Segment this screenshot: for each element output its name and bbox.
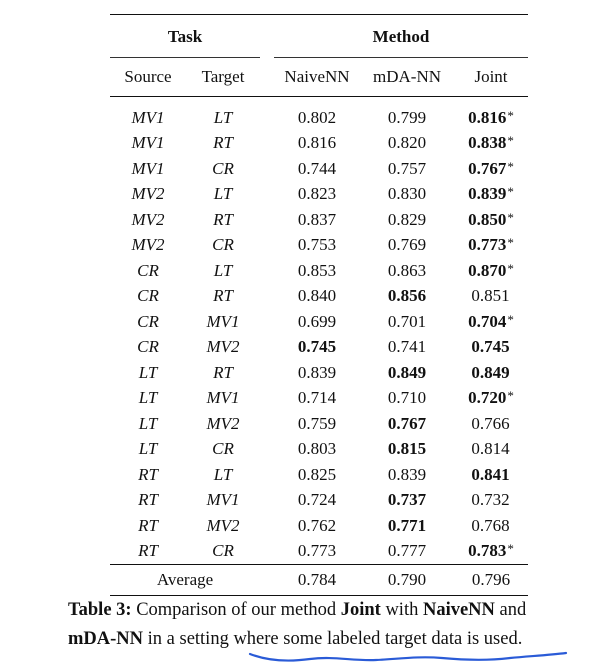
table-row <box>110 360 528 386</box>
cell-joint <box>454 488 528 514</box>
cell-target: CR <box>212 439 234 459</box>
cell-joint <box>454 411 528 437</box>
significance-marker: * <box>507 158 514 174</box>
caption-mda-nn: mDA-NN <box>68 629 144 649</box>
table-row <box>110 411 528 437</box>
cell-value: 0.825 <box>297 464 337 484</box>
cell-joint <box>454 462 528 488</box>
cell-value: 0.850 <box>468 209 507 229</box>
cell-value: 0.837 <box>297 209 337 229</box>
cell-naivenn <box>274 437 360 463</box>
significance-marker: * <box>507 388 514 404</box>
table-row <box>110 309 528 335</box>
cell-source: MV2 <box>131 235 165 255</box>
cell-joint <box>454 233 528 259</box>
cell-joint <box>454 131 528 157</box>
cell-joint <box>454 335 528 361</box>
cell-mda-nn <box>360 131 454 157</box>
cell-value: 0.849 <box>387 362 427 382</box>
cell-naivenn <box>274 462 360 488</box>
cell-value: 0.839 <box>387 464 427 484</box>
significance-marker: * <box>507 541 514 557</box>
cell-value: 0.757 <box>387 158 427 178</box>
cell-value: 0.839 <box>297 362 337 382</box>
caption-label: Table 3: <box>68 600 132 620</box>
table-row <box>110 258 528 284</box>
cell-target: RT <box>213 286 233 306</box>
cell-mda-nn <box>360 411 454 437</box>
cell-value: 0.815 <box>387 439 427 459</box>
cell-mda-nn <box>360 488 454 514</box>
significance-marker: * <box>507 184 514 200</box>
table-row <box>110 513 528 539</box>
cell-joint <box>454 386 528 412</box>
cell-joint <box>454 284 528 310</box>
cell-naivenn <box>274 488 360 514</box>
cell-value: 0.816 <box>297 133 337 153</box>
caption-text-2: with <box>380 600 423 620</box>
average-joint: 0.796 <box>471 570 511 589</box>
cell-target: RT <box>213 209 233 229</box>
cell-value: 0.803 <box>297 439 337 459</box>
cell-value: 0.766 <box>471 413 510 433</box>
cell-source: LT <box>138 439 158 459</box>
cell-source: MV1 <box>131 158 165 178</box>
cell-naivenn <box>274 105 360 131</box>
cell-target: MV1 <box>206 311 240 331</box>
cell-value: 0.802 <box>297 107 337 127</box>
cell-source: MV2 <box>131 184 165 204</box>
cell-value: 0.769 <box>387 235 427 255</box>
cell-target: MV2 <box>206 515 240 535</box>
cell-source: MV1 <box>131 133 165 153</box>
underline-stroke <box>250 653 566 661</box>
cell-value: 0.829 <box>387 209 427 229</box>
cell-value: 0.710 <box>387 388 427 408</box>
cell-value: 0.762 <box>297 515 337 535</box>
cell-mda-nn <box>360 258 454 284</box>
cell-value: 0.853 <box>297 260 337 280</box>
table-row <box>110 207 528 233</box>
cell-source: RT <box>138 515 158 535</box>
significance-marker: * <box>507 311 514 327</box>
table-row <box>110 335 528 361</box>
cell-mda-nn <box>360 105 454 131</box>
cell-naivenn <box>274 539 360 565</box>
cell-mda-nn <box>360 513 454 539</box>
column-header-row <box>110 58 528 97</box>
cell-joint <box>454 513 528 539</box>
cell-value: 0.773 <box>468 235 507 255</box>
cell-source: RT <box>138 464 158 484</box>
cell-mda-nn <box>360 182 454 208</box>
average-row <box>110 565 528 596</box>
significance-marker: * <box>507 133 514 149</box>
cell-joint <box>454 258 528 284</box>
method-group-header <box>274 15 528 59</box>
cell-target: LT <box>213 107 233 127</box>
cell-value: 0.851 <box>471 286 510 306</box>
group-header-row <box>110 15 528 59</box>
cell-naivenn <box>274 386 360 412</box>
table-row <box>110 156 528 182</box>
cell-target: RT <box>213 362 233 382</box>
cell-value: 0.863 <box>387 260 427 280</box>
cell-source: CR <box>137 260 159 280</box>
cell-value: 0.745 <box>297 337 337 357</box>
col-header-source: Source <box>124 67 172 86</box>
cell-value: 0.714 <box>297 388 337 408</box>
cell-target: MV2 <box>206 337 240 357</box>
cell-source: CR <box>137 311 159 331</box>
cell-naivenn <box>274 233 360 259</box>
cell-joint <box>454 360 528 386</box>
results-table-container <box>110 14 528 596</box>
cell-naivenn <box>274 411 360 437</box>
cell-mda-nn <box>360 386 454 412</box>
results-table <box>110 14 528 596</box>
cell-value: 0.814 <box>471 439 510 459</box>
cell-naivenn <box>274 360 360 386</box>
table-row <box>110 437 528 463</box>
significance-marker: * <box>507 235 514 251</box>
cell-value: 0.773 <box>297 541 337 561</box>
cell-joint <box>454 539 528 565</box>
table-row <box>110 182 528 208</box>
cell-joint <box>454 309 528 335</box>
cell-target: MV1 <box>206 388 240 408</box>
table-caption <box>68 596 588 654</box>
cell-target: LT <box>213 260 233 280</box>
average-naivenn: 0.784 <box>297 570 337 589</box>
cell-target: RT <box>213 133 233 153</box>
cell-value: 0.720 <box>468 388 507 408</box>
cell-source: LT <box>138 362 158 382</box>
cell-target: MV2 <box>206 413 240 433</box>
cell-naivenn <box>274 284 360 310</box>
cell-value: 0.870 <box>468 260 507 280</box>
significance-marker: * <box>507 209 514 225</box>
cell-value: 0.841 <box>471 464 510 484</box>
task-group-header <box>110 15 260 59</box>
cell-value: 0.753 <box>297 235 337 255</box>
cell-value: 0.839 <box>468 184 507 204</box>
significance-marker: * <box>507 260 514 276</box>
cell-mda-nn <box>360 539 454 565</box>
cell-target: CR <box>212 235 234 255</box>
col-header-mda-nn: mDA-NN <box>373 67 441 86</box>
caption-text-4: in a setting where some labeled target data is used. <box>143 629 523 649</box>
cell-value: 0.704 <box>468 311 507 331</box>
cell-value: 0.768 <box>471 515 510 535</box>
cell-target: CR <box>212 158 234 178</box>
cell-mda-nn <box>360 233 454 259</box>
average-mda-nn: 0.790 <box>387 570 427 589</box>
cell-value: 0.816 <box>468 107 507 127</box>
cell-joint <box>454 156 528 182</box>
cell-value: 0.732 <box>471 490 510 510</box>
cell-value: 0.830 <box>387 184 427 204</box>
table-row <box>110 233 528 259</box>
cell-target: LT <box>213 184 233 204</box>
cell-value: 0.820 <box>387 133 427 153</box>
cell-value: 0.741 <box>387 337 427 357</box>
table-row <box>110 386 528 412</box>
cell-mda-nn <box>360 462 454 488</box>
cell-value: 0.699 <box>297 311 337 331</box>
cell-mda-nn <box>360 437 454 463</box>
cell-mda-nn <box>360 156 454 182</box>
cell-value: 0.771 <box>387 515 427 535</box>
cell-source: MV2 <box>131 209 165 229</box>
caption-naivenn: NaiveNN <box>422 600 495 620</box>
col-header-naivenn: NaiveNN <box>284 67 350 86</box>
cell-value: 0.799 <box>387 107 427 127</box>
cell-source: MV1 <box>131 107 165 127</box>
cell-naivenn <box>274 513 360 539</box>
table-row <box>110 488 528 514</box>
caption-joint: Joint <box>340 600 381 620</box>
cell-mda-nn <box>360 335 454 361</box>
cell-mda-nn <box>360 360 454 386</box>
col-header-joint: Joint <box>474 67 508 86</box>
cell-source: LT <box>138 388 158 408</box>
cell-value: 0.737 <box>387 490 427 510</box>
table-row <box>110 131 528 157</box>
caption-text-1: Comparison of our method <box>131 600 341 620</box>
cell-joint <box>454 105 528 131</box>
cell-naivenn <box>274 131 360 157</box>
cell-value: 0.840 <box>297 286 337 306</box>
cell-source: CR <box>137 337 159 357</box>
table-row <box>110 539 528 565</box>
cell-mda-nn <box>360 284 454 310</box>
cell-source: CR <box>137 286 159 306</box>
cell-mda-nn <box>360 207 454 233</box>
cell-joint <box>454 437 528 463</box>
cell-naivenn <box>274 156 360 182</box>
cell-value: 0.856 <box>387 286 427 306</box>
cell-target: MV1 <box>206 490 240 510</box>
cell-value: 0.767 <box>387 413 427 433</box>
cell-value: 0.783 <box>468 541 507 561</box>
cell-mda-nn <box>360 309 454 335</box>
cell-value: 0.744 <box>297 158 337 178</box>
col-header-target: Target <box>201 67 245 86</box>
cell-joint <box>454 207 528 233</box>
significance-marker: * <box>507 107 514 123</box>
cell-joint <box>454 182 528 208</box>
task-header-label: Task <box>167 27 203 46</box>
cell-value: 0.838 <box>468 133 507 153</box>
cell-value: 0.849 <box>471 362 510 382</box>
table-body <box>110 97 528 565</box>
cell-value: 0.745 <box>471 337 510 357</box>
cell-naivenn <box>274 309 360 335</box>
cell-value: 0.759 <box>297 413 337 433</box>
cell-value: 0.823 <box>297 184 337 204</box>
cell-target: CR <box>212 541 234 561</box>
handwritten-underline-annotation <box>248 650 568 664</box>
method-header-label: Method <box>372 27 430 46</box>
cell-naivenn <box>274 335 360 361</box>
caption-text-3: and <box>494 600 527 620</box>
cell-target: LT <box>213 464 233 484</box>
cell-value: 0.767 <box>468 158 507 178</box>
table-row <box>110 462 528 488</box>
cell-value: 0.701 <box>387 311 427 331</box>
table-row <box>110 284 528 310</box>
average-label: Average <box>156 570 214 589</box>
cell-source: RT <box>138 490 158 510</box>
cell-source: RT <box>138 541 158 561</box>
table-row <box>110 105 528 131</box>
cell-naivenn <box>274 258 360 284</box>
cell-naivenn <box>274 182 360 208</box>
cell-source: LT <box>138 413 158 433</box>
cell-value: 0.724 <box>297 490 337 510</box>
cell-naivenn <box>274 207 360 233</box>
cell-value: 0.777 <box>387 541 427 561</box>
